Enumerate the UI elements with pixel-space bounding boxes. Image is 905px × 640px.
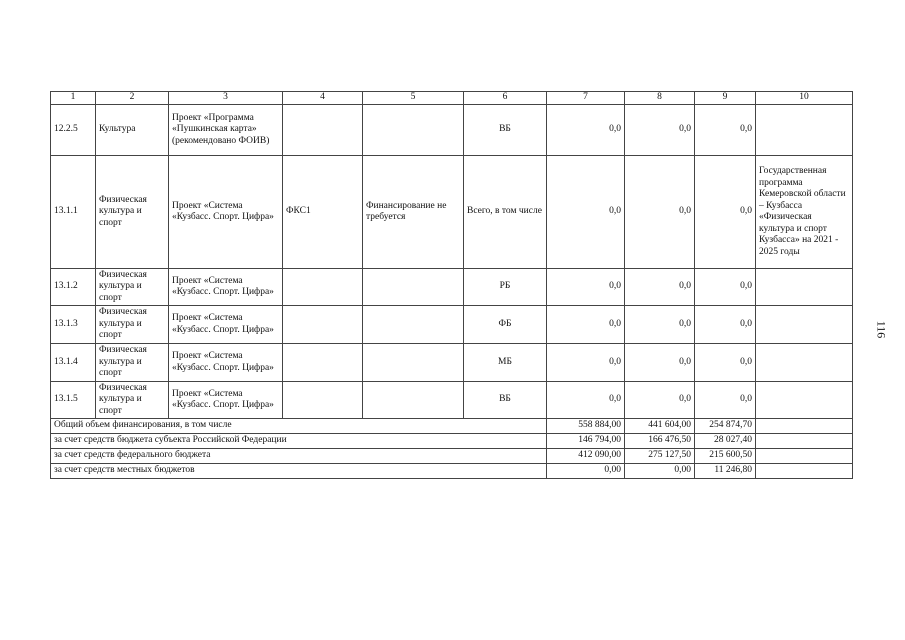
total-label: за счет средств местных бюджетов [51, 464, 547, 479]
project-cell: Проект «Система «Кузбасс. Спорт. Цифра» [169, 344, 283, 382]
total-value: 146 794,00 [547, 434, 625, 449]
sphere-cell: Физическая культура и спорт [96, 156, 169, 269]
value-cell: 0,0 [625, 382, 695, 419]
total-value: 215 600,50 [695, 449, 756, 464]
header-row [51, 92, 853, 105]
code-cell: 12.2.5 [51, 105, 96, 156]
source-cell: РБ [464, 269, 547, 306]
value-cell: 0,0 [547, 306, 625, 344]
code-cell: 13.1.1 [51, 156, 96, 269]
code-cell: 13.1.3 [51, 306, 96, 344]
financing-table [50, 91, 853, 479]
project-cell: Проект «Система «Кузбасс. Спорт. Цифра» [169, 156, 283, 269]
table-row [51, 306, 853, 344]
value-cell: 0,0 [695, 105, 756, 156]
total-value: 558 884,00 [547, 419, 625, 434]
project-cell: Проект «Система «Кузбасс. Спорт. Цифра» [169, 382, 283, 419]
table-row [51, 269, 853, 306]
program-cell [756, 344, 853, 382]
table-row [51, 156, 853, 269]
value-cell: 0,0 [695, 269, 756, 306]
source-cell: ФБ [464, 306, 547, 344]
value-cell: 0,0 [547, 156, 625, 269]
value-cell: 0,0 [625, 306, 695, 344]
source-cell: МБ [464, 344, 547, 382]
code-cell: 13.1.2 [51, 269, 96, 306]
code-col4-cell [283, 382, 363, 419]
project-cell: Проект «Система «Кузбасс. Спорт. Цифра» [169, 269, 283, 306]
code-col4-cell [283, 306, 363, 344]
note-cell [363, 306, 464, 344]
header-cell: 3 [169, 92, 283, 105]
value-cell: 0,0 [695, 344, 756, 382]
total-value: 166 476,50 [625, 434, 695, 449]
program-cell: Государственная программа Кемеровской области – Кузбасса «Физическая культура и спорт Кузбасса» на 2021 - 2025 годы [756, 156, 853, 269]
sphere-cell: Физическая культура и спорт [96, 344, 169, 382]
value-cell: 0,0 [547, 344, 625, 382]
header-cell: 4 [283, 92, 363, 105]
total-value: 254 874,70 [695, 419, 756, 434]
value-cell: 0,0 [547, 269, 625, 306]
total-label: за счет средств бюджета субъекта Российской Федерации [51, 434, 547, 449]
value-cell: 0,0 [695, 306, 756, 344]
header-cell: 10 [756, 92, 853, 105]
total-value: 0,00 [547, 464, 625, 479]
note-cell [363, 382, 464, 419]
source-cell: ВБ [464, 105, 547, 156]
code-col4-cell: ФКС1 [283, 156, 363, 269]
total-label: за счет средств федерального бюджета [51, 449, 547, 464]
value-cell: 0,0 [547, 105, 625, 156]
header-cell: 7 [547, 92, 625, 105]
sphere-cell: Физическая культура и спорт [96, 306, 169, 344]
total-row [51, 434, 853, 449]
header-cell: 8 [625, 92, 695, 105]
value-cell: 0,0 [695, 156, 756, 269]
code-cell: 13.1.5 [51, 382, 96, 419]
value-cell: 0,0 [625, 105, 695, 156]
code-col4-cell [283, 105, 363, 156]
total-row [51, 464, 853, 479]
project-cell: Проект «Программа «Пушкинская карта» (рекомендовано ФОИВ) [169, 105, 283, 156]
value-cell: 0,0 [695, 382, 756, 419]
total-label: Общий объем финансирования, в том числе [51, 419, 547, 434]
total-empty-cell [756, 419, 853, 434]
code-col4-cell [283, 344, 363, 382]
total-value: 412 090,00 [547, 449, 625, 464]
source-cell: Всего, в том числе [464, 156, 547, 269]
page-number: 116 [874, 320, 889, 339]
value-cell: 0,0 [547, 382, 625, 419]
code-col4-cell [283, 269, 363, 306]
total-value: 28 027,40 [695, 434, 756, 449]
note-cell [363, 105, 464, 156]
note-cell [363, 269, 464, 306]
note-cell: Финансирование не требуется [363, 156, 464, 269]
total-empty-cell [756, 464, 853, 479]
total-value: 0,00 [625, 464, 695, 479]
project-cell: Проект «Система «Кузбасс. Спорт. Цифра» [169, 306, 283, 344]
program-cell [756, 269, 853, 306]
value-cell: 0,0 [625, 344, 695, 382]
source-cell: ВБ [464, 382, 547, 419]
total-value: 275 127,50 [625, 449, 695, 464]
total-value: 441 604,00 [625, 419, 695, 434]
total-empty-cell [756, 434, 853, 449]
total-row [51, 419, 853, 434]
header-cell: 5 [363, 92, 464, 105]
header-cell: 9 [695, 92, 756, 105]
header-cell: 6 [464, 92, 547, 105]
program-cell [756, 105, 853, 156]
total-empty-cell [756, 449, 853, 464]
program-cell [756, 306, 853, 344]
header-cell: 1 [51, 92, 96, 105]
program-cell [756, 382, 853, 419]
total-value: 11 246,80 [695, 464, 756, 479]
header-cell: 2 [96, 92, 169, 105]
value-cell: 0,0 [625, 156, 695, 269]
code-cell: 13.1.4 [51, 344, 96, 382]
note-cell [363, 344, 464, 382]
total-row [51, 449, 853, 464]
table-row [51, 105, 853, 156]
sphere-cell: Физическая культура и спорт [96, 382, 169, 419]
sphere-cell: Физическая культура и спорт [96, 269, 169, 306]
value-cell: 0,0 [625, 269, 695, 306]
table-row [51, 344, 853, 382]
sphere-cell: Культура [96, 105, 169, 156]
table-row [51, 382, 853, 419]
